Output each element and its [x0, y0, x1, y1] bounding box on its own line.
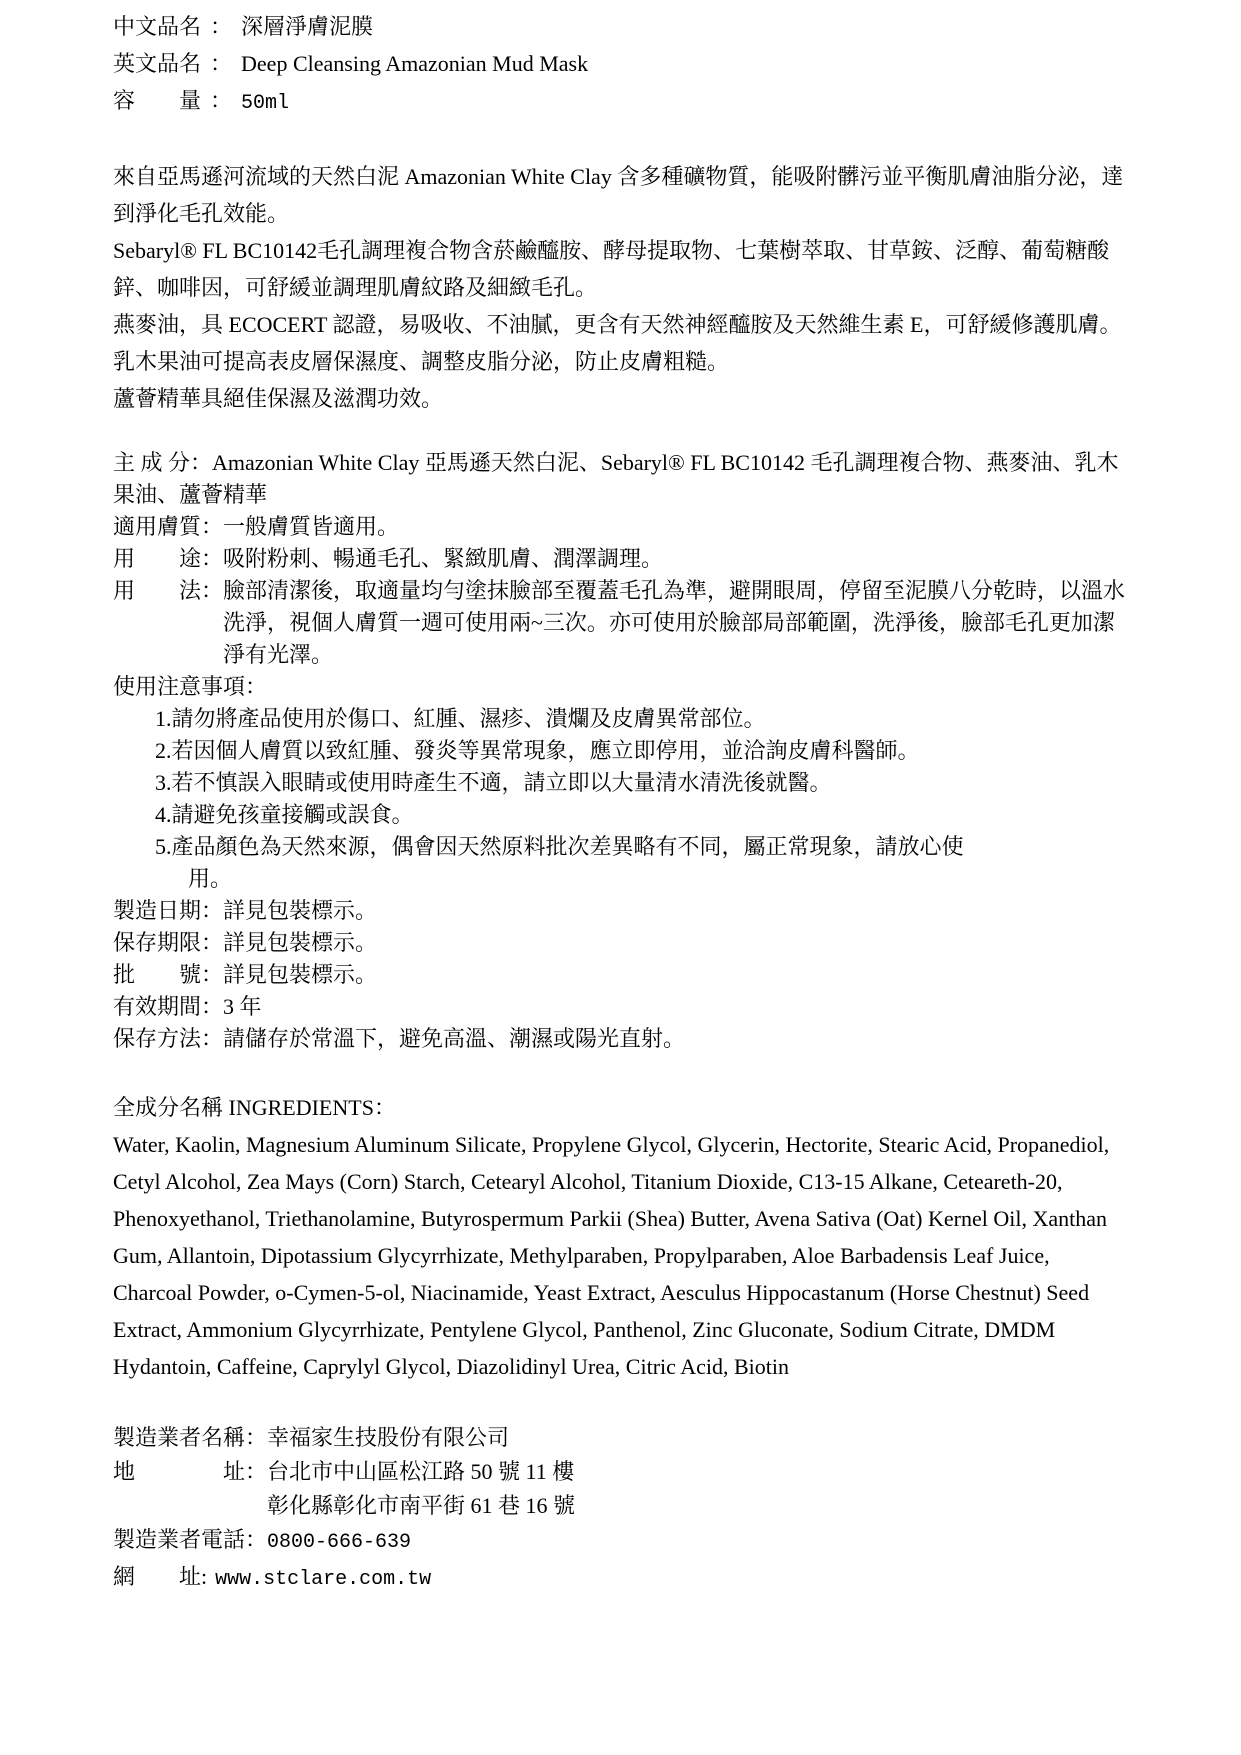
phone-number: 0800-666-639: [267, 1531, 412, 1554]
field-label: 用 途：: [113, 546, 224, 571]
batch-number-row: [113, 959, 1131, 991]
description-paragraph: 乳木果油可提高表皮層保濕度、調整皮脂分泌，防止皮膚粗糙。: [113, 349, 730, 374]
field-value: 詳見包裝標示。: [223, 930, 378, 955]
directions-row: [113, 575, 1131, 671]
field-label: 適用膚質：: [113, 514, 224, 539]
manufacturer-name-row: [113, 1421, 1131, 1455]
field-value: 台北市中山區松江路 50 號 11 樓: [267, 1459, 575, 1484]
precaution-item: 5.產品顏色為天然來源，偶會因天然原料批次差異略有不同，屬正常現象，請放心使用。: [155, 834, 964, 891]
colon-separator: ：: [210, 14, 233, 39]
specs-section: [113, 447, 1131, 1055]
skin-type-row: [113, 511, 1131, 543]
field-value: 一般膚質皆適用。: [223, 514, 400, 539]
field-label: 用 法：: [113, 578, 224, 603]
colon-separator: ：: [210, 51, 233, 76]
main-ingredients-row: [113, 447, 1131, 511]
ingredients-list: Water, Kaolin, Magnesium Aluminum Silicate, Propylene Glycol, Glycerin, Hectorite, Stearic Acid, Propanediol, Cetyl Alcohol, Zea Mays (Corn) Starch, Cetearyl Alcohol, Titanium Dioxide, C13-15 Alkane, Ceteareth-20, Phenoxyethanol, Triethanolamine, Butyrospermum Parkii (Shea) Butter, Avena Sativa (Oat) Kernel Oil, Xanthan Gum, Allantoin, Dipotassium Glycyrrhizate, Methylparaben, Propylparaben, Aloe Barbadensis Leaf Juice, Charcoal Powder, o-Cymen-5-ol, Niacinamide, Yeast Extract, Aesculus Hippocastanum (Horse Chestnut) Seed Extract, Ammonium Glycyrrhizate, Pentylene Glycol, Panthenol, Zinc Gluconate, Sodium Citrate, DMDM Hydantoin, Caffeine, Caprylyl Glycol, Diazolidinyl Urea, Citric Acid, Biotin: [113, 1132, 1110, 1379]
usage-purpose-row: [113, 543, 1131, 575]
description-paragraph: Sebaryl® FL BC10142毛孔調理複合物含菸鹼醯胺、酵母提取物、七葉樹萃取、甘草銨、泛醇、葡萄糖酸鋅、咖啡因，可舒緩並調理肌膚紋路及細緻毛孔。: [113, 238, 1110, 300]
field-label: 製造日期：: [113, 898, 224, 923]
field-value: 3 年: [223, 994, 262, 1019]
field-value: Deep Cleansing Amazonian Mud Mask: [241, 51, 589, 76]
identity-section: [113, 8, 1131, 122]
field-value: Amazonian White Clay 亞馬遜天然白泥、Sebaryl® FL BC10142 毛孔調理複合物、燕麥油、乳木果油、蘆薈精華: [113, 450, 1119, 507]
precautions-heading: 使用注意事項：: [113, 674, 268, 699]
field-value: 吸附粉刺、暢通毛孔、緊緻肌膚、潤澤調理。: [223, 546, 664, 571]
manufacturer-address2-row: [113, 1489, 1131, 1523]
manufacturer-website-row: [113, 1560, 1131, 1597]
field-value: 幸福家生技股份有限公司: [267, 1425, 510, 1450]
precautions-list: [155, 703, 995, 895]
field-value: 詳見包裝標示。: [223, 962, 378, 987]
field-label: 網 址:: [113, 1564, 208, 1589]
chinese-name-row: [113, 8, 1131, 45]
field-label: 批 號：: [113, 962, 224, 987]
field-value: 彰化縣彰化市南平街 61 巷 16 號: [267, 1493, 576, 1518]
field-value: 詳見包裝標示。: [223, 898, 378, 923]
capacity-row: [113, 82, 1131, 122]
ingredients-section: [113, 1089, 1131, 1385]
field-label: 地 址：: [113, 1459, 268, 1484]
manufacturer-phone-row: [113, 1523, 1131, 1560]
field-label: 保存方法：: [113, 1026, 224, 1051]
english-name-row: [113, 45, 1131, 82]
field-label: 中文品名: [113, 14, 202, 39]
field-label: 保存期限：: [113, 930, 224, 955]
field-label: 製造業者電話：: [113, 1527, 268, 1552]
description-paragraph: 來自亞馬遜河流域的天然白泥 Amazonian White Clay 含多種礦物質，能吸附髒污並平衡肌膚油脂分泌，達到淨化毛孔效能。: [113, 164, 1124, 226]
expiry-row: [113, 927, 1131, 959]
description-paragraph: 蘆薈精華具絕佳保濕及滋潤功效。: [113, 386, 444, 411]
validity-row: [113, 991, 1131, 1023]
precaution-item: 3.若不慎誤入眼睛或使用時產生不適，請立即以大量清水清洗後就醫。: [155, 770, 832, 795]
field-label: 容 量: [113, 88, 202, 113]
description-section: [113, 158, 1131, 417]
field-value: 請儲存於常溫下，避免高溫、潮濕或陽光直射。: [223, 1026, 686, 1051]
manufacturer-address-row: [113, 1455, 1131, 1489]
website-link[interactable]: www.stclare.com.tw: [215, 1568, 432, 1591]
ingredients-heading: 全成分名稱 INGREDIENTS：: [113, 1095, 396, 1120]
precaution-item: 1.請勿將產品使用於傷口、紅腫、濕疹、潰爛及皮膚異常部位。: [155, 706, 766, 731]
mfg-date-row: [113, 895, 1131, 927]
precaution-item: 4.請避免孩童接觸或誤食。: [155, 802, 414, 827]
field-label: 有效期間：: [113, 994, 224, 1019]
manufacturer-section: [113, 1421, 1131, 1597]
field-value: 臉部清潔後，取適量均勻塗抹臉部至覆蓋毛孔為準，避開眼周，停留至泥膜八分乾時，以溫水洗淨，視個人膚質一週可使用兩~三次。亦可使用於臉部局部範圍，洗淨後，臉部毛孔更加潔淨有光澤。: [223, 578, 1126, 667]
field-value: 50ml: [241, 92, 290, 115]
field-label: 主 成 分：: [113, 450, 213, 475]
field-value: 深層淨膚泥膜: [241, 14, 374, 39]
field-label: 製造業者名稱：: [113, 1425, 268, 1450]
precaution-item: 2.若因個人膚質以致紅腫、發炎等異常現象，應立即停用，並洽詢皮膚科醫師。: [155, 738, 920, 763]
colon-separator: ：: [210, 88, 233, 113]
description-paragraph: 燕麥油，具 ECOCERT 認證，易吸收、不油膩，更含有天然神經醯胺及天然維生素 E，可舒緩修護肌膚。: [113, 312, 1122, 337]
field-label: 英文品名: [113, 51, 202, 76]
storage-row: [113, 1023, 1131, 1055]
